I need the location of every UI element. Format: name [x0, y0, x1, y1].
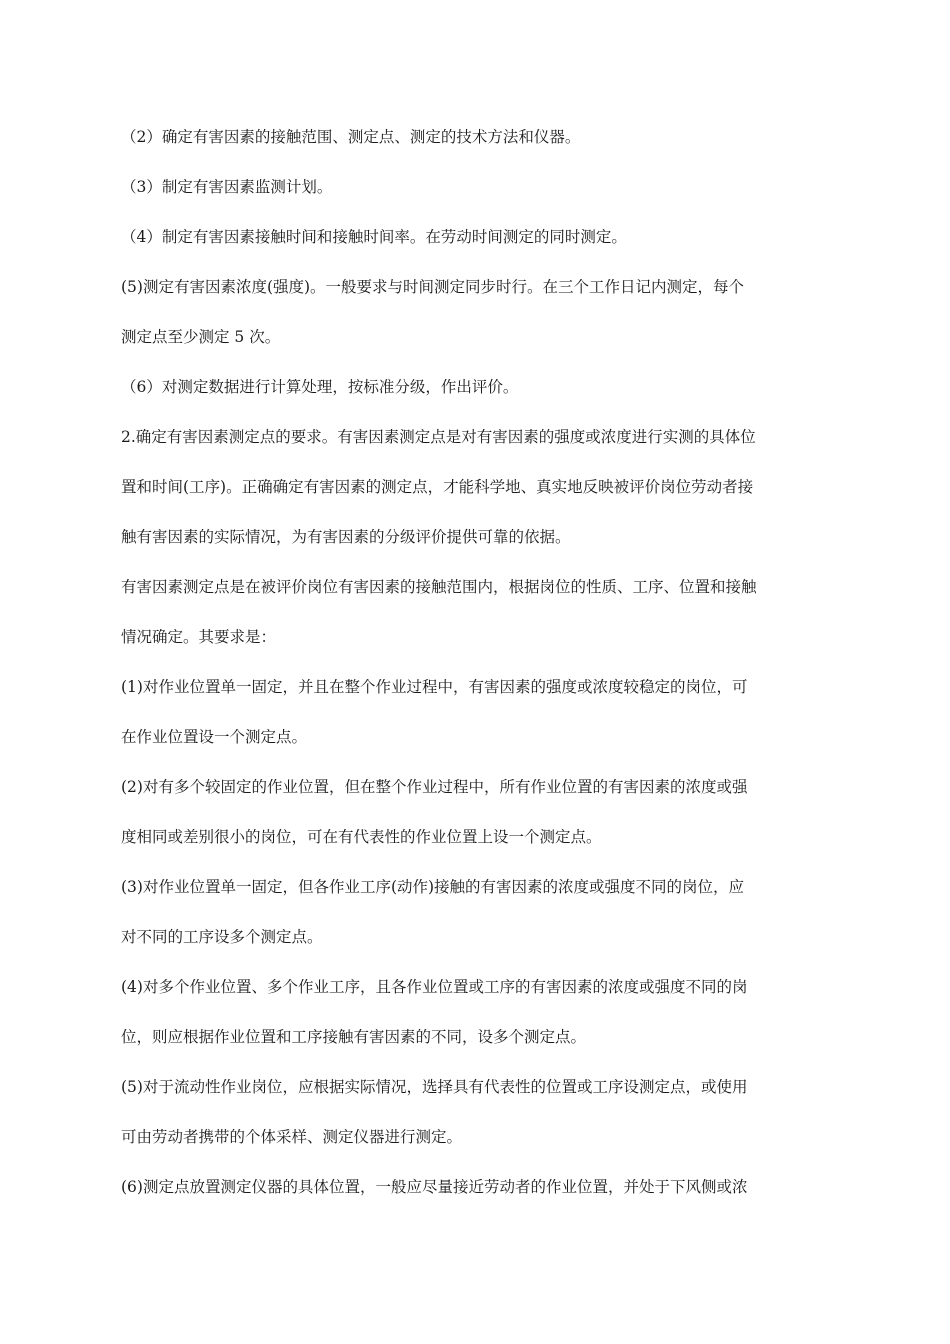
text-line: 情况确定。其要求是：	[121, 628, 277, 646]
text-line: 置和时间(工序)。正确确定有害因素的测定点，才能科学地、真实地反映被评价岗位劳动者接	[121, 478, 754, 496]
text-line: (1)对作业位置单一固定，并且在整个作业过程中，有害因素的强度或浓度较稳定的岗位，可	[121, 678, 748, 696]
text-line: 测定点至少测定 5 次。	[121, 328, 281, 346]
text-line: （2）确定有害因素的接触范围、测定点、测定的技术方法和仪器。	[121, 128, 581, 146]
text-line: 位，则应根据作业位置和工序接触有害因素的不同，设多个测定点。	[121, 1028, 587, 1046]
text-line: （6）对测定数据进行计算处理，按标准分级，作出评价。	[121, 378, 519, 396]
text-line: 有害因素测定点是在被评价岗位有害因素的接触范围内，根据岗位的性质、工序、位置和接触	[121, 578, 757, 596]
text-line: 2.确定有害因素测定点的要求。有害因素测定点是对有害因素的强度或浓度进行实测的具体位	[121, 428, 756, 446]
text-line: (4)对多个作业位置、多个作业工序，且各作业位置或工序的有害因素的浓度或强度不同的岗	[121, 978, 748, 996]
text-line: (6)测定点放置测定仪器的具体位置，一般应尽量接近劳动者的作业位置，并处于下风侧或浓	[121, 1178, 748, 1196]
text-line: (5)对于流动性作业岗位，应根据实际情况，选择具有代表性的位置或工序设测定点，或使用	[121, 1078, 748, 1096]
text-line: (2)对有多个较固定的作业位置，但在整个作业过程中，所有作业位置的有害因素的浓度或强	[121, 778, 748, 796]
text-line: 在作业位置设一个测定点。	[121, 728, 308, 746]
text-line: （4）制定有害因素接触时间和接触时间率。在劳动时间测定的同时测定。	[121, 228, 627, 246]
text-line: (3)对作业位置单一固定，但各作业工序(动作)接触的有害因素的浓度或强度不同的岗位，应	[121, 878, 745, 896]
text-line: 对不同的工序设多个测定点。	[121, 928, 323, 946]
text-line: 可由劳动者携带的个体采样、测定仪器进行测定。	[121, 1128, 463, 1146]
text-line: 度相同或差别很小的岗位，可在有代表性的作业位置上设一个测定点。	[121, 828, 602, 846]
text-line: （3）制定有害因素监测计划。	[121, 178, 333, 196]
text-line: 触有害因素的实际情况，为有害因素的分级评价提供可靠的依据。	[121, 528, 571, 546]
text-line: (5)测定有害因素浓度(强度)。一般要求与时间测定同步时行。在三个工作日记内测定，每个	[121, 278, 745, 296]
